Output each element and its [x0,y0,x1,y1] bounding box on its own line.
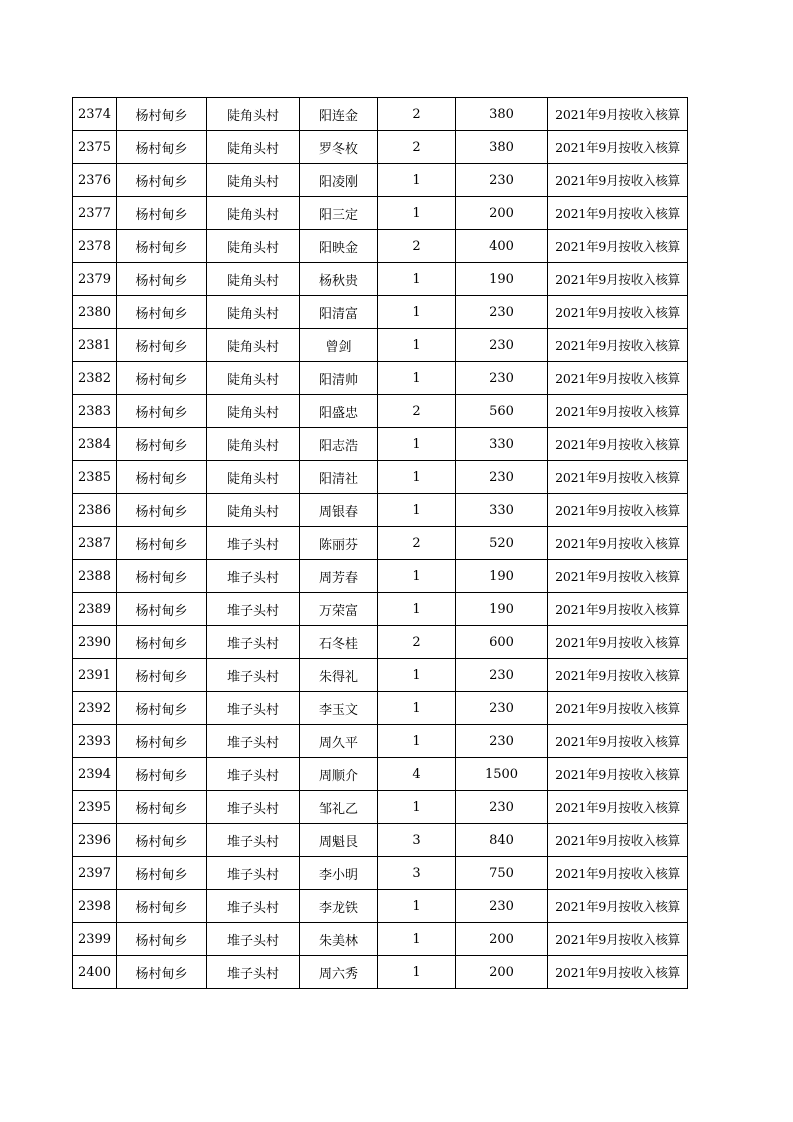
table-row [73,791,688,824]
note-cell: 2021年9月按收入核算 [548,791,688,824]
village-cell: 堆子头村 [207,791,300,824]
village-cell: 堆子头村 [207,659,300,692]
row-number-cell: 2391 [73,659,117,692]
township-cell: 杨村甸乡 [117,857,207,890]
household-size-cell: 1 [378,329,456,362]
table-row [73,461,688,494]
name-cell: 阳清社 [300,461,378,494]
note-cell: 2021年9月按收入核算 [548,164,688,197]
village-cell: 堆子头村 [207,758,300,791]
household-size-cell: 1 [378,593,456,626]
row-number-cell: 2398 [73,890,117,923]
amount-cell: 330 [456,428,548,461]
village-cell: 陡角头村 [207,362,300,395]
table-row [73,923,688,956]
household-size-cell: 3 [378,824,456,857]
village-cell: 堆子头村 [207,824,300,857]
name-cell: 阳连金 [300,98,378,131]
table-row [73,527,688,560]
row-number-cell: 2395 [73,791,117,824]
name-cell: 石冬桂 [300,626,378,659]
name-cell: 阳映金 [300,230,378,263]
note-cell: 2021年9月按收入核算 [548,461,688,494]
village-cell: 堆子头村 [207,626,300,659]
table-row [73,197,688,230]
amount-cell: 200 [456,197,548,230]
township-cell: 杨村甸乡 [117,362,207,395]
note-cell: 2021年9月按收入核算 [548,329,688,362]
row-number-cell: 2382 [73,362,117,395]
row-number-cell: 2383 [73,395,117,428]
amount-cell: 400 [456,230,548,263]
household-size-cell: 1 [378,164,456,197]
name-cell: 李玉文 [300,692,378,725]
row-number-cell: 2377 [73,197,117,230]
amount-cell: 230 [456,329,548,362]
household-size-cell: 2 [378,527,456,560]
amount-cell: 1500 [456,758,548,791]
household-size-cell: 1 [378,296,456,329]
village-cell: 陡角头村 [207,461,300,494]
row-number-cell: 2400 [73,956,117,989]
row-number-cell: 2374 [73,98,117,131]
table-row [73,593,688,626]
amount-cell: 230 [456,791,548,824]
table-row [73,725,688,758]
township-cell: 杨村甸乡 [117,527,207,560]
amount-cell: 190 [456,593,548,626]
household-size-cell: 1 [378,263,456,296]
amount-cell: 230 [456,296,548,329]
name-cell: 阳志浩 [300,428,378,461]
household-size-cell: 1 [378,428,456,461]
note-cell: 2021年9月按收入核算 [548,923,688,956]
name-cell: 周顺介 [300,758,378,791]
township-cell: 杨村甸乡 [117,461,207,494]
table-row [73,857,688,890]
note-cell: 2021年9月按收入核算 [548,131,688,164]
household-size-cell: 2 [378,395,456,428]
amount-cell: 200 [456,956,548,989]
amount-cell: 840 [456,824,548,857]
township-cell: 杨村甸乡 [117,659,207,692]
household-size-cell: 1 [378,560,456,593]
note-cell: 2021年9月按收入核算 [548,362,688,395]
name-cell: 阳清帅 [300,362,378,395]
household-size-cell: 1 [378,659,456,692]
village-cell: 堆子头村 [207,956,300,989]
row-number-cell: 2378 [73,230,117,263]
township-cell: 杨村甸乡 [117,296,207,329]
amount-cell: 330 [456,494,548,527]
records-table [72,97,688,989]
table-row [73,560,688,593]
township-cell: 杨村甸乡 [117,890,207,923]
amount-cell: 190 [456,263,548,296]
table-row [73,395,688,428]
row-number-cell: 2392 [73,692,117,725]
township-cell: 杨村甸乡 [117,197,207,230]
note-cell: 2021年9月按收入核算 [548,626,688,659]
township-cell: 杨村甸乡 [117,956,207,989]
name-cell: 朱得礼 [300,659,378,692]
household-size-cell: 1 [378,461,456,494]
township-cell: 杨村甸乡 [117,98,207,131]
township-cell: 杨村甸乡 [117,791,207,824]
village-cell: 陡角头村 [207,428,300,461]
note-cell: 2021年9月按收入核算 [548,857,688,890]
row-number-cell: 2393 [73,725,117,758]
household-size-cell: 1 [378,791,456,824]
name-cell: 万荣富 [300,593,378,626]
household-size-cell: 1 [378,692,456,725]
note-cell: 2021年9月按收入核算 [548,758,688,791]
note-cell: 2021年9月按收入核算 [548,230,688,263]
household-size-cell: 1 [378,956,456,989]
township-cell: 杨村甸乡 [117,725,207,758]
household-size-cell: 1 [378,197,456,230]
name-cell: 曾剑 [300,329,378,362]
amount-cell: 380 [456,98,548,131]
note-cell: 2021年9月按收入核算 [548,263,688,296]
village-cell: 堆子头村 [207,725,300,758]
table-row [73,263,688,296]
village-cell: 陡角头村 [207,131,300,164]
name-cell: 杨秋贵 [300,263,378,296]
village-cell: 堆子头村 [207,692,300,725]
name-cell: 周银春 [300,494,378,527]
row-number-cell: 2387 [73,527,117,560]
household-size-cell: 1 [378,890,456,923]
row-number-cell: 2388 [73,560,117,593]
village-cell: 陡角头村 [207,329,300,362]
township-cell: 杨村甸乡 [117,824,207,857]
name-cell: 周魁艮 [300,824,378,857]
name-cell: 陈丽芬 [300,527,378,560]
amount-cell: 230 [456,890,548,923]
village-cell: 堆子头村 [207,923,300,956]
row-number-cell: 2381 [73,329,117,362]
village-cell: 陡角头村 [207,98,300,131]
township-cell: 杨村甸乡 [117,329,207,362]
household-size-cell: 1 [378,725,456,758]
household-size-cell: 1 [378,494,456,527]
row-number-cell: 2385 [73,461,117,494]
household-size-cell: 1 [378,362,456,395]
note-cell: 2021年9月按收入核算 [548,395,688,428]
amount-cell: 230 [456,659,548,692]
note-cell: 2021年9月按收入核算 [548,98,688,131]
amount-cell: 230 [456,164,548,197]
amount-cell: 600 [456,626,548,659]
township-cell: 杨村甸乡 [117,593,207,626]
note-cell: 2021年9月按收入核算 [548,659,688,692]
table-row [73,956,688,989]
table-row [73,296,688,329]
household-size-cell: 1 [378,923,456,956]
village-cell: 堆子头村 [207,527,300,560]
household-size-cell: 3 [378,857,456,890]
amount-cell: 750 [456,857,548,890]
note-cell: 2021年9月按收入核算 [548,494,688,527]
township-cell: 杨村甸乡 [117,395,207,428]
name-cell: 周芳春 [300,560,378,593]
note-cell: 2021年9月按收入核算 [548,593,688,626]
note-cell: 2021年9月按收入核算 [548,296,688,329]
name-cell: 阳三定 [300,197,378,230]
table-row [73,164,688,197]
row-number-cell: 2390 [73,626,117,659]
name-cell: 朱美林 [300,923,378,956]
village-cell: 陡角头村 [207,494,300,527]
township-cell: 杨村甸乡 [117,164,207,197]
table-row [73,494,688,527]
note-cell: 2021年9月按收入核算 [548,560,688,593]
township-cell: 杨村甸乡 [117,494,207,527]
village-cell: 陡角头村 [207,230,300,263]
note-cell: 2021年9月按收入核算 [548,527,688,560]
table-row [73,692,688,725]
name-cell: 邹礼乙 [300,791,378,824]
village-cell: 堆子头村 [207,857,300,890]
row-number-cell: 2386 [73,494,117,527]
name-cell: 阳清富 [300,296,378,329]
name-cell: 阳凌刚 [300,164,378,197]
row-number-cell: 2376 [73,164,117,197]
name-cell: 罗冬枚 [300,131,378,164]
table-row [73,659,688,692]
note-cell: 2021年9月按收入核算 [548,197,688,230]
table-row [73,626,688,659]
amount-cell: 560 [456,395,548,428]
row-number-cell: 2380 [73,296,117,329]
row-number-cell: 2389 [73,593,117,626]
row-number-cell: 2394 [73,758,117,791]
village-cell: 陡角头村 [207,263,300,296]
row-number-cell: 2384 [73,428,117,461]
household-size-cell: 2 [378,626,456,659]
amount-cell: 230 [456,461,548,494]
township-cell: 杨村甸乡 [117,923,207,956]
township-cell: 杨村甸乡 [117,560,207,593]
township-cell: 杨村甸乡 [117,428,207,461]
amount-cell: 230 [456,362,548,395]
table-row [73,824,688,857]
township-cell: 杨村甸乡 [117,230,207,263]
township-cell: 杨村甸乡 [117,131,207,164]
amount-cell: 230 [456,725,548,758]
table-row [73,890,688,923]
row-number-cell: 2397 [73,857,117,890]
records-body [73,98,688,989]
name-cell: 李小明 [300,857,378,890]
village-cell: 陡角头村 [207,395,300,428]
township-cell: 杨村甸乡 [117,626,207,659]
table-row [73,131,688,164]
row-number-cell: 2379 [73,263,117,296]
village-cell: 陡角头村 [207,164,300,197]
row-number-cell: 2399 [73,923,117,956]
township-cell: 杨村甸乡 [117,263,207,296]
name-cell: 阳盛忠 [300,395,378,428]
row-number-cell: 2396 [73,824,117,857]
note-cell: 2021年9月按收入核算 [548,725,688,758]
note-cell: 2021年9月按收入核算 [548,692,688,725]
household-size-cell: 2 [378,98,456,131]
amount-cell: 520 [456,527,548,560]
name-cell: 李龙铁 [300,890,378,923]
amount-cell: 380 [456,131,548,164]
township-cell: 杨村甸乡 [117,692,207,725]
township-cell: 杨村甸乡 [117,758,207,791]
name-cell: 周久平 [300,725,378,758]
name-cell: 周六秀 [300,956,378,989]
village-cell: 堆子头村 [207,890,300,923]
note-cell: 2021年9月按收入核算 [548,956,688,989]
amount-cell: 200 [456,923,548,956]
note-cell: 2021年9月按收入核算 [548,824,688,857]
amount-cell: 230 [456,692,548,725]
row-number-cell: 2375 [73,131,117,164]
note-cell: 2021年9月按收入核算 [548,890,688,923]
household-size-cell: 4 [378,758,456,791]
note-cell: 2021年9月按收入核算 [548,428,688,461]
village-cell: 堆子头村 [207,560,300,593]
table-row [73,362,688,395]
household-size-cell: 2 [378,131,456,164]
village-cell: 堆子头村 [207,593,300,626]
table-row [73,230,688,263]
household-size-cell: 2 [378,230,456,263]
amount-cell: 190 [456,560,548,593]
table-row [73,428,688,461]
village-cell: 陡角头村 [207,197,300,230]
village-cell: 陡角头村 [207,296,300,329]
table-row [73,758,688,791]
table-row [73,329,688,362]
table-row [73,98,688,131]
